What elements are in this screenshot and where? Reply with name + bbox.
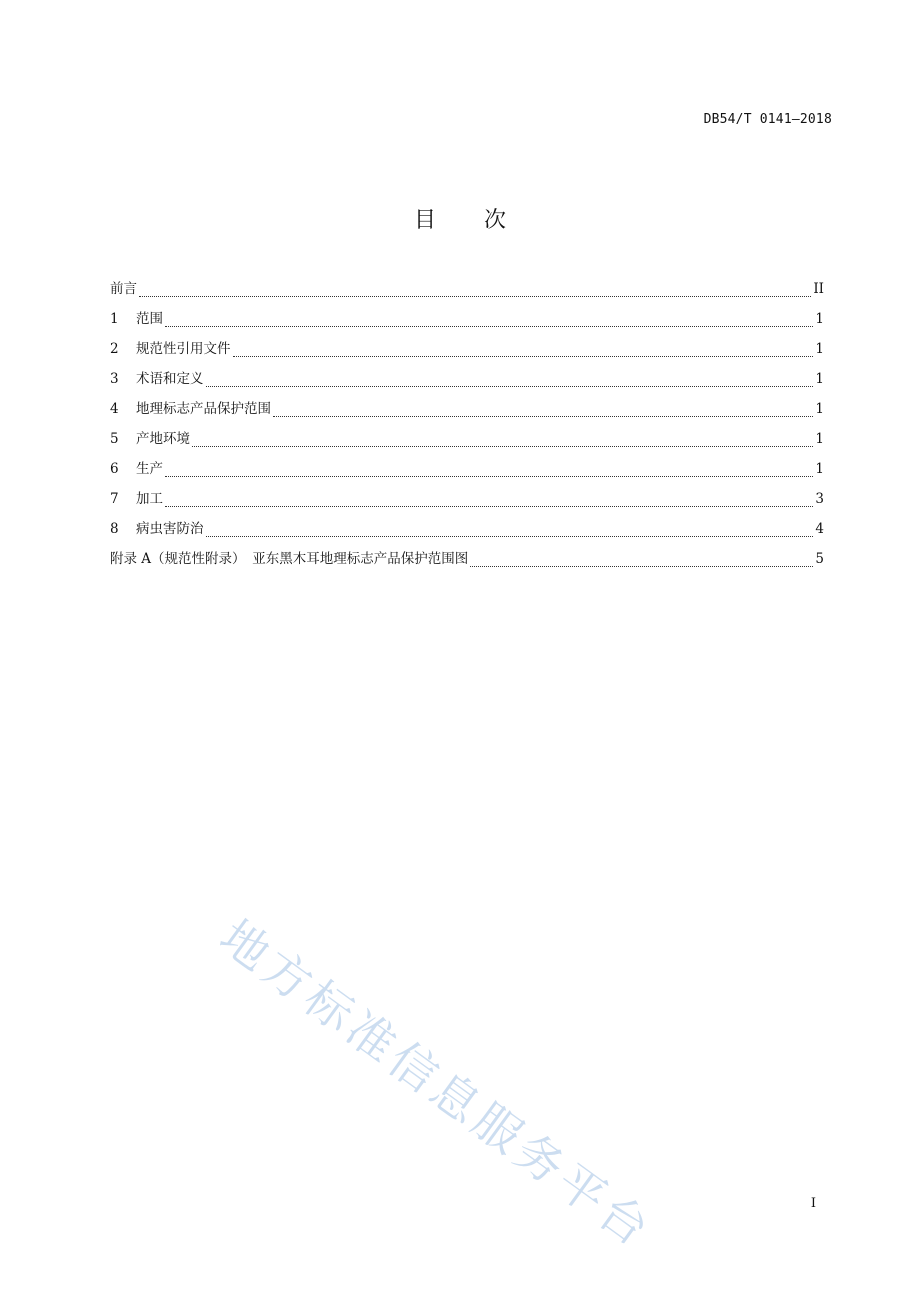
toc-entry[interactable]: [110, 368, 824, 398]
toc-entry-page: II: [813, 281, 824, 297]
toc-entry-page: 1: [815, 371, 824, 387]
table-of-contents: [110, 278, 824, 578]
toc-entry[interactable]: [110, 458, 824, 488]
toc-title: [0, 203, 920, 234]
toc-entry-page: 5: [815, 551, 824, 567]
toc-entry-label: 附录 A（规范性附录） 亚东黑木耳地理标志产品保护范围图: [110, 551, 469, 567]
toc-entry[interactable]: [110, 488, 824, 518]
toc-entry-number: 7: [110, 491, 119, 507]
toc-title-char-1: 目: [413, 208, 436, 233]
toc-leader-dots: [192, 445, 813, 447]
standard-code: DB54/T 0141—2018: [703, 112, 832, 127]
toc-entry[interactable]: [110, 518, 824, 548]
toc-entry[interactable]: [110, 548, 824, 578]
toc-leader-dots: [139, 295, 811, 297]
toc-leader-dots: [206, 385, 814, 387]
toc-leader-dots: [273, 415, 813, 417]
toc-leader-dots: [470, 565, 813, 567]
toc-leader-dots: [165, 475, 813, 477]
toc-entry-label: 产地环境: [136, 431, 190, 447]
toc-entry-label: 病虫害防治: [136, 521, 204, 537]
toc-entry-page: 1: [815, 341, 824, 357]
toc-entry[interactable]: [110, 428, 824, 458]
toc-entry-label: 规范性引用文件: [136, 341, 231, 357]
toc-entry-page: 1: [815, 401, 824, 417]
toc-entry-label: 地理标志产品保护范围: [136, 401, 271, 417]
toc-entry-number: 4: [110, 401, 119, 417]
toc-leader-dots: [165, 325, 813, 327]
toc-entry-number: 8: [110, 521, 119, 537]
toc-title-char-2: 次: [484, 208, 507, 233]
toc-entry-number: 6: [110, 461, 119, 477]
toc-entry-label: 范围: [136, 311, 163, 327]
toc-leader-dots: [165, 505, 813, 507]
toc-entry-page: 4: [815, 521, 824, 537]
toc-entry-page: 1: [815, 461, 824, 477]
toc-entry-label: 生产: [136, 461, 163, 477]
toc-entry-number: 2: [110, 341, 119, 357]
toc-entry-number: 3: [110, 371, 119, 387]
watermark: 地方标准信息服务平台: [209, 909, 663, 1260]
toc-entry[interactable]: [110, 398, 824, 428]
toc-entry-label: 术语和定义: [136, 371, 204, 387]
toc-leader-dots: [206, 535, 814, 537]
toc-entry-page: 3: [815, 491, 824, 507]
toc-entry[interactable]: [110, 338, 824, 368]
toc-entry[interactable]: [110, 308, 824, 338]
toc-entry-label: 前言: [110, 281, 137, 297]
toc-entry-page: 1: [815, 431, 824, 447]
toc-entry-number: 1: [110, 311, 119, 327]
toc-leader-dots: [233, 355, 814, 357]
toc-entry-number: 5: [110, 431, 119, 447]
page-number: I: [810, 1196, 816, 1211]
toc-entry[interactable]: [110, 278, 824, 308]
toc-entry-page: 1: [815, 311, 824, 327]
toc-entry-label: 加工: [136, 491, 163, 507]
